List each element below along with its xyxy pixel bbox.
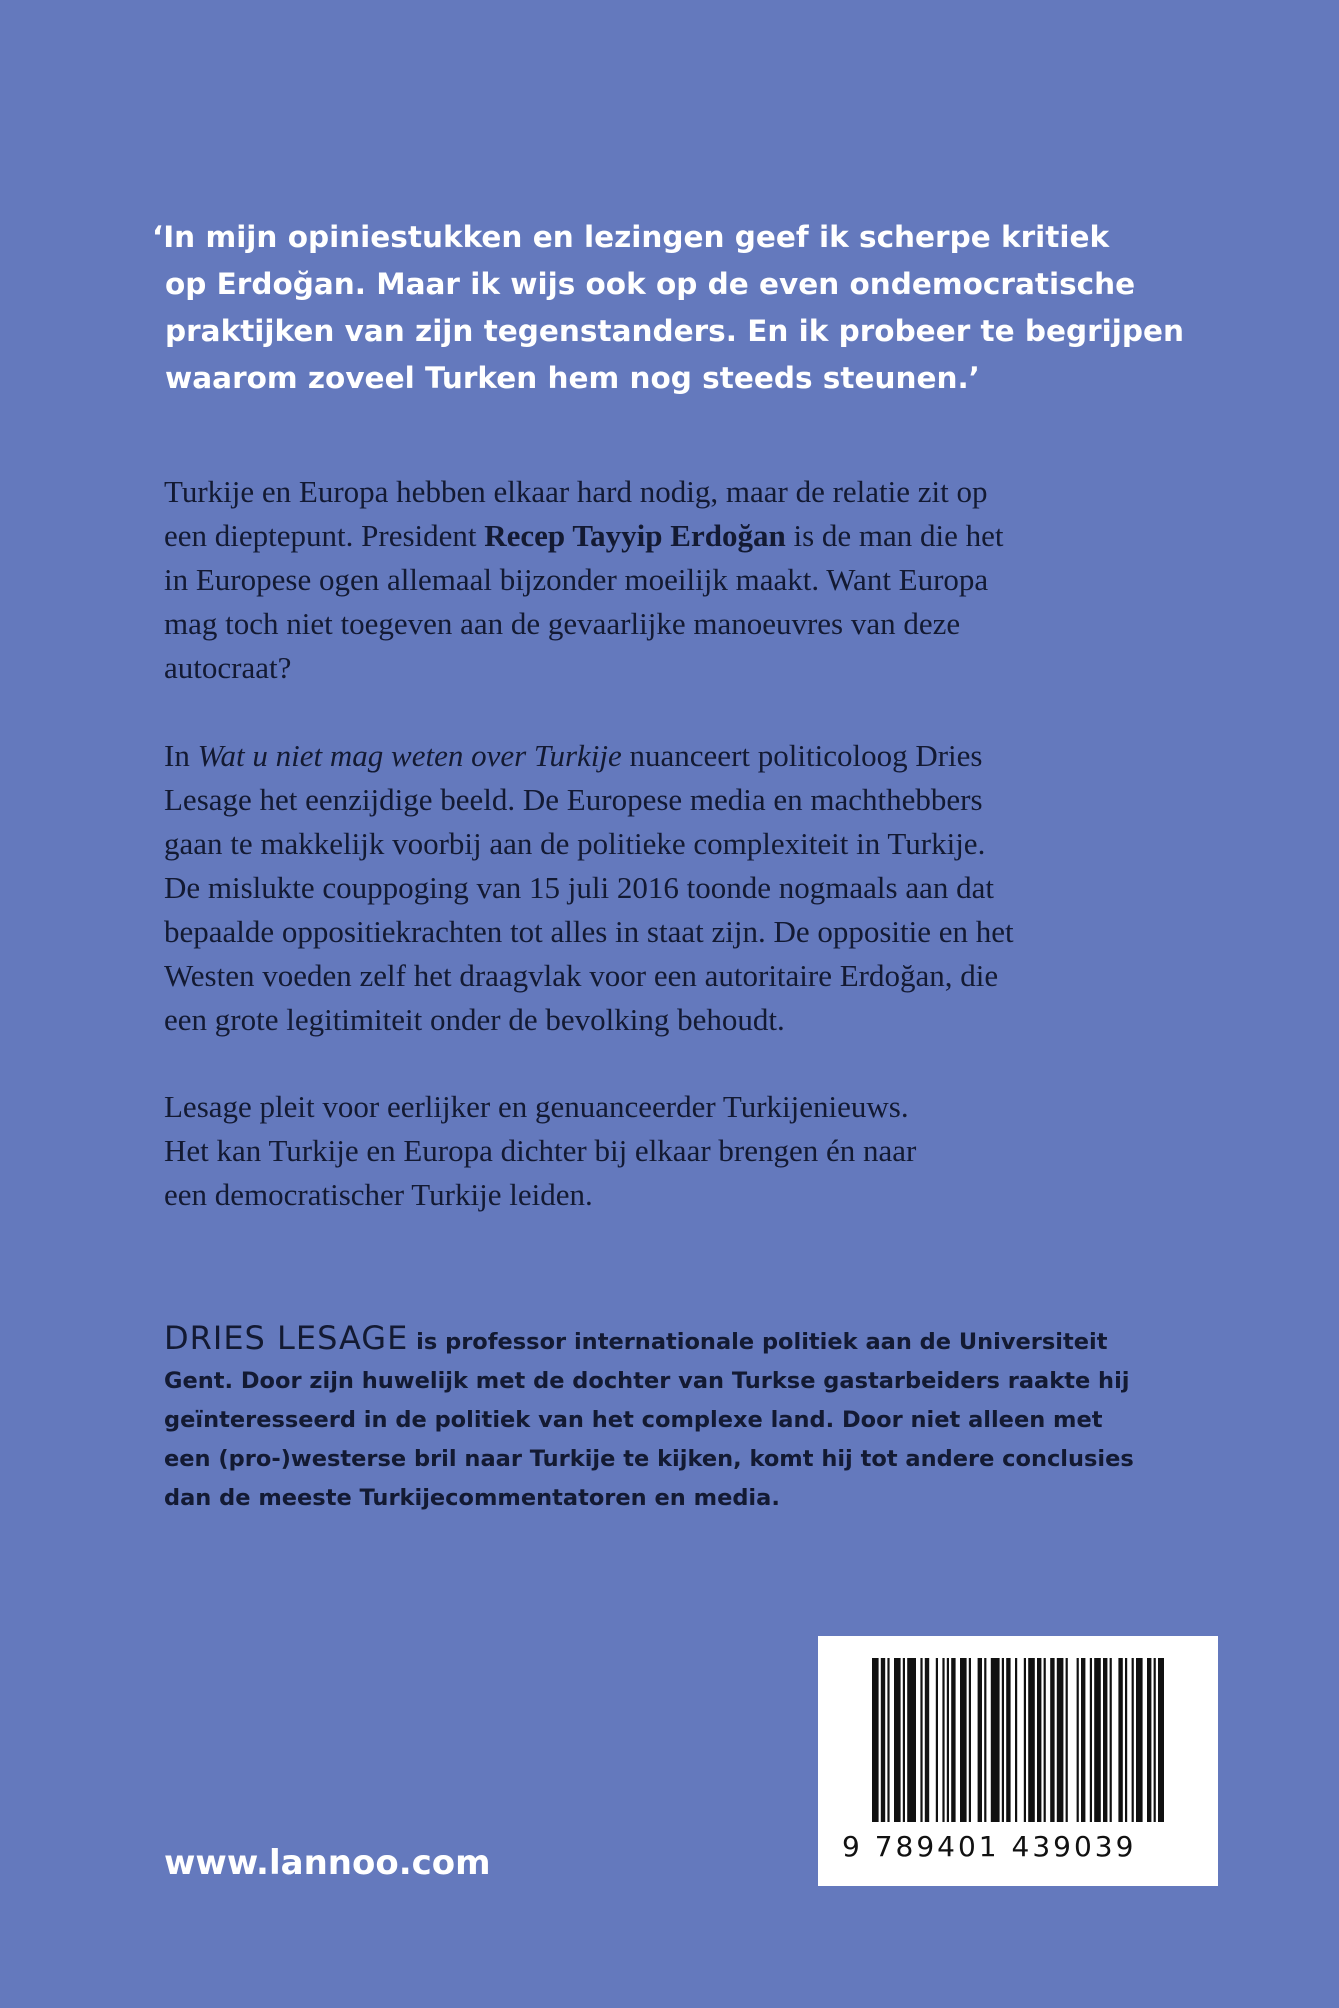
publisher-url: www.lannoo.com xyxy=(164,1843,491,1883)
blurb-text: In xyxy=(164,738,198,773)
blurb-text: nuanceert politicoloog Dries xyxy=(621,738,983,773)
barcode-bar xyxy=(969,1658,971,1822)
bio-line: een (pro-)westerse bril naar Turkije te kijken, komt hij tot andere conclusies xyxy=(164,1446,1134,1472)
barcode-bar xyxy=(920,1658,922,1822)
barcode-bar xyxy=(1147,1658,1151,1822)
barcode-bar xyxy=(881,1658,885,1822)
barcode-bar xyxy=(907,1658,916,1822)
blurb-line xyxy=(164,734,1224,778)
blurb-line xyxy=(164,514,1224,558)
barcode-bar xyxy=(1015,1658,1017,1822)
barcode-bar xyxy=(1050,1658,1054,1822)
bio-text: is professor internationale politiek aan de Universiteit xyxy=(408,1329,1108,1355)
blurb-paragraph-2 xyxy=(164,734,1224,1042)
barcode-bar xyxy=(1103,1658,1107,1822)
barcode-bar xyxy=(887,1658,889,1822)
blurb-paragraph-1 xyxy=(164,470,1224,690)
barcode-bar xyxy=(984,1658,986,1822)
quote-line-3: praktijken van zijn tegenstanders. En ik probeer te begrijpen xyxy=(165,314,1185,348)
barcode-bar xyxy=(925,1658,929,1822)
barcode-bar xyxy=(1110,1658,1112,1822)
bio-line: geïnteresseerd in de politiek van het complexe land. Door niet alleen met xyxy=(164,1407,1103,1433)
barcode-bar xyxy=(942,1658,944,1822)
author-name: DRIES LESAGE xyxy=(164,1319,409,1357)
barcode-bar xyxy=(1066,1658,1068,1822)
barcode-bar xyxy=(951,1658,955,1822)
blurb-line: in Europese ogen allemaal bijzonder moeilijk maakt. Want Europa xyxy=(164,562,989,597)
quote-line-2: op Erdoğan. Maar ik wijs ook op de even ondemocratische xyxy=(165,267,1136,301)
blurb-line: Turkije en Europa hebben elkaar hard nodig, maar de relatie zit op xyxy=(164,474,988,509)
barcode-bar xyxy=(1077,1658,1079,1822)
blurb-text: een dieptepunt. President xyxy=(164,518,485,553)
blurb-line: autocraat? xyxy=(164,650,292,685)
blurb-line: Het kan Turkije en Europa dichter bij elkaar brengen én naar xyxy=(164,1133,917,1168)
barcode-bar xyxy=(872,1658,879,1822)
pull-quote xyxy=(152,214,1212,402)
barcode-bar xyxy=(1028,1658,1035,1822)
blurb-text: is de man die het xyxy=(785,518,1004,553)
blurb-line: Lesage pleit voor eerlijker en genuanceerder Turkijenieuws. xyxy=(164,1089,909,1124)
bio-line: Gent. Door zijn huwelijk met de dochter van Turkse gastarbeiders raakte hij xyxy=(164,1368,1130,1394)
barcode-bar xyxy=(1057,1658,1064,1822)
barcode-bar xyxy=(1158,1658,1164,1822)
barcode-bar xyxy=(1132,1658,1134,1822)
blurb-line: een grote legitimiteit onder de bevolking behoudt. xyxy=(164,1002,785,1037)
barcode-bar xyxy=(1125,1658,1127,1822)
barcode-bar xyxy=(978,1658,982,1822)
barcode-bar xyxy=(1002,1658,1004,1822)
bio-line: dan de meeste Turkijecommentatoren en media. xyxy=(164,1485,780,1511)
barcode-bar xyxy=(960,1658,967,1822)
blurb-line: een democratischer Turkije leiden. xyxy=(164,1177,593,1212)
barcode-bar xyxy=(1154,1658,1156,1822)
barcode-bar xyxy=(1094,1658,1101,1822)
barcode-bar xyxy=(903,1658,905,1822)
blurb-line: Westen voeden zelf het draagvlak voor een autoritaire Erdoğan, die xyxy=(164,958,999,993)
blurb-line: mag toch niet toegeven aan de gevaarlijke manoeuvres van deze xyxy=(164,606,961,641)
barcode-bar xyxy=(1037,1658,1041,1822)
barcode-bar xyxy=(1006,1658,1010,1822)
quote-line-1: ‘In mijn opiniestukken en lezingen geef ik scherpe kritiek xyxy=(152,220,1110,254)
blurb-line: De mislukte couppoging van 15 juli 2016 toonde nogmaals aan dat xyxy=(164,870,994,905)
blurb-line: gaan te makkelijk voorbij aan de politieke complexiteit in Turkije. xyxy=(164,826,986,861)
barcode xyxy=(818,1636,1218,1886)
barcode-bar xyxy=(1024,1658,1026,1822)
president-name: Recep Tayyip Erdoğan xyxy=(484,518,786,553)
blurb-line: bepaalde oppositiekrachten tot alles in staat zijn. De oppositie en het xyxy=(164,914,1014,949)
barcode-bar xyxy=(1044,1658,1046,1822)
bio-line xyxy=(164,1319,1264,1362)
blurb-line: Lesage het eenzijdige beeld. De Europese media en machthebbers xyxy=(164,782,983,817)
barcode-bar xyxy=(894,1658,901,1822)
barcode-bar xyxy=(1136,1658,1143,1822)
barcode-bar xyxy=(936,1658,938,1822)
barcode-bar xyxy=(1090,1658,1092,1822)
book-title: Wat u niet mag weten over Turkije xyxy=(197,738,622,773)
barcode-bar xyxy=(1081,1658,1085,1822)
barcode-bar xyxy=(1118,1658,1122,1822)
blurb-paragraph-3 xyxy=(164,1085,1224,1217)
author-bio xyxy=(164,1319,1264,1518)
barcode-bars xyxy=(872,1658,1164,1822)
barcode-bar xyxy=(947,1658,949,1822)
isbn-number: 9 789401 439039 xyxy=(842,1830,1137,1863)
quote-line-4: waarom zoveel Turken hem nog steeds steunen.’ xyxy=(165,361,980,395)
barcode-bar xyxy=(991,1658,1000,1822)
